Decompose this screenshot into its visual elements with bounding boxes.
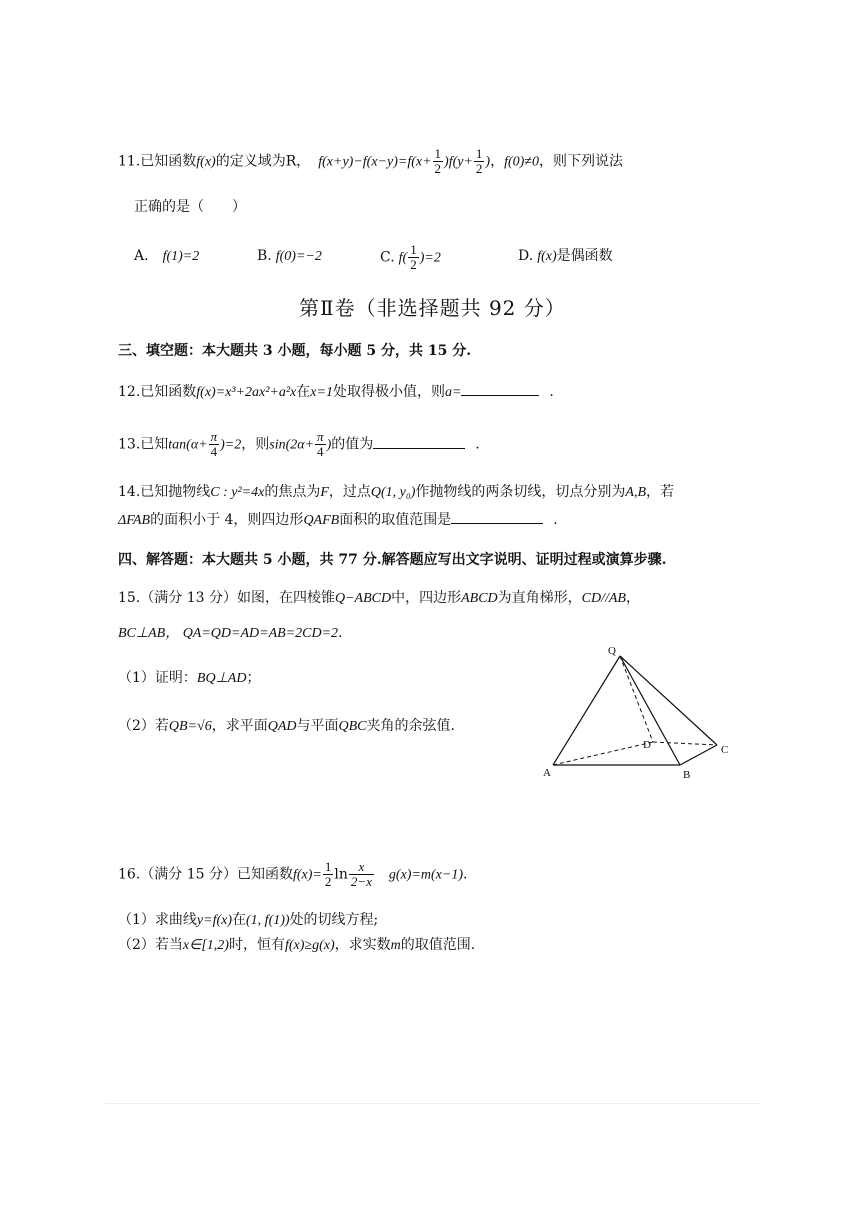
q13: 13.已知tan(α+ $\frac{\pi}{4}$ )=2，则sin(2α+ $\frac{\pi}{4}$ )的值为 . <box>118 429 480 459</box>
q11-option-a: A. f(1)=2 <box>134 248 200 264</box>
q16-line1: 16.（满分 15 分）已知函数f(x)= $\frac{1}{2}$ ln $\frac{x}{2-x}$ g(x)=m(x−1). <box>118 859 468 889</box>
q15-part1: （1）证明：BQ⊥AD； <box>118 670 261 686</box>
label-d: D <box>643 739 651 751</box>
q11-option-d: D. f(x)是偶函数 <box>518 248 613 264</box>
answer-blank <box>461 381 539 396</box>
q12: 12.已知函数f(x)=x³+2ax²+a²x在x=1处取得极小值，则a= . <box>118 381 554 403</box>
q15-line1: 15.（满分 13 分）如图，在四棱锥Q−ABCD中，四边形ABCD为直角梯形，CD//AB， <box>118 590 640 606</box>
answer-blank <box>451 509 543 524</box>
q11-option-c: C. f( $\frac{1}{2}$ )=2 <box>380 242 441 272</box>
pyramid-figure <box>535 638 740 788</box>
q11-line1: 11.已知函数f(x)的定义域为R， f(x+y)−f(x−y)=f(x+ $\frac{1}{2}$ )f(y+ $\frac{1}{2}$ )，f(0)≠0，则下列说法 <box>118 146 623 176</box>
part2-title: 第Ⅱ卷（非选择题共 92 分） <box>299 296 566 320</box>
fraction-half: $\frac{1}{2}$ <box>475 146 483 176</box>
q11-line2: 正确的是（ ） <box>134 199 246 215</box>
page-footer-rule <box>105 1103 760 1104</box>
q15-part2: （2）若QB=√6，求平面QAD与平面QBC夹角的余弦值. <box>118 718 455 734</box>
q11-option-b: B. f(0)=−2 <box>257 248 322 264</box>
q16-part2: （2）若当x∈[1,2)时，恒有f(x)≥g(x)，求实数m的取值范围. <box>118 937 476 953</box>
q14-line2: ΔFAB的面积小于 4，则四边形QAFB面积的取值范围是 . <box>118 509 558 531</box>
label-c: C <box>721 744 729 756</box>
section3-heading: 三、填空题：本大题共 3 小题，每小题 5 分，共 15 分. <box>118 343 472 359</box>
label-a: A <box>543 767 551 779</box>
fraction-half: $\frac{1}{2}$ <box>434 146 442 176</box>
answer-blank <box>373 434 465 449</box>
q14-line1: 14.已知抛物线C : y²=4x的焦点为F，过点Q(1, y₀)作抛物线的两条切线，切点分别为A,B，若 <box>118 484 675 500</box>
label-b: B <box>683 769 691 781</box>
label-q: Q <box>608 645 616 657</box>
q16-part1: （1）求曲线y=f(x)在(1, f(1))处的切线方程; <box>118 912 379 928</box>
section4-heading: 四、解答题：本大题共 5 小题，共 77 分.解答题应写出文字说明、证明过程或演算步骤. <box>118 552 667 568</box>
q15-line2: BC⊥AB， QA=QD=AD=AB=2CD=2. <box>118 625 343 641</box>
